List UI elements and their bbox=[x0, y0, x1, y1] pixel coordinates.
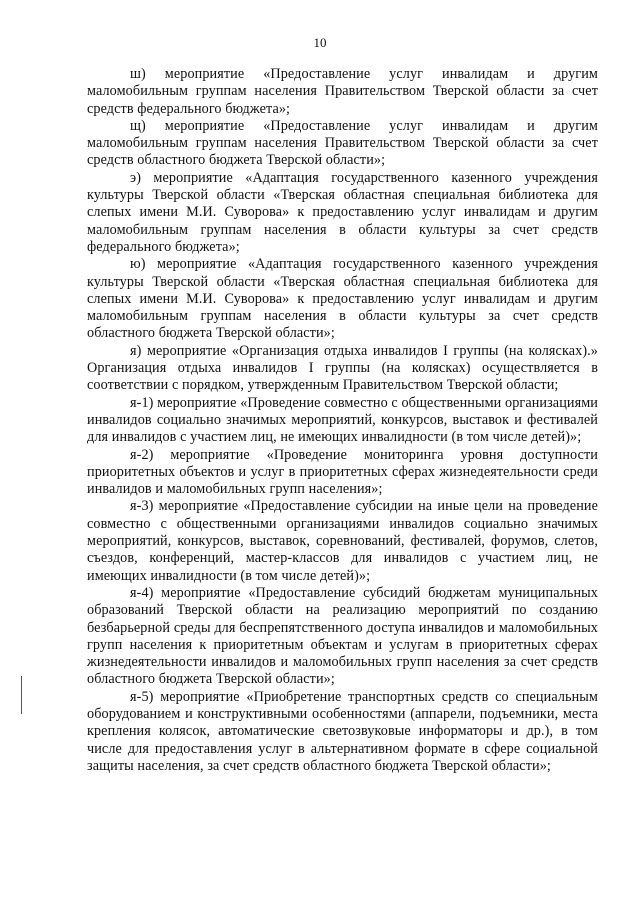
paragraph-e: э) мероприятие «Адаптация государственного казенного учреждения культуры Тверской области «Тверская областная специальная библиотека для слепых имени М.И. Суворова» к предоставлению услуг инвалидам и другим маломобильным группам населения в области культуры за счет средств федерального бюджета»; bbox=[87, 169, 598, 255]
paragraph-ya-1: я-1) мероприятие «Проведение совместно с общественными организациями инвалидов социально значимых мероприятий, конкурсов, выставок и фестивалей для инвалидов с участием лиц, не имеющих инвалидности (в том числе детей)»; bbox=[87, 394, 598, 446]
paragraph-ya-5: я-5) мероприятие «Приобретение транспортных средств со специальным оборудованием и конструктивными особенностями (аппарели, подъемники, места крепления колясок, автоматические светозвуковые информаторы и др.), в том числе для предоставления услуг в альтернативном формате в сфере социальной защиты населения, за счет средств областного бюджета Тверской области»; bbox=[87, 688, 598, 774]
paragraph-ya: я) мероприятие «Организация отдыха инвалидов I группы (на колясках).» Организация отдыха инвалидов I группы (на колясках) осуществляется в соответствии с порядком, утвержденным Правительством Тверской области; bbox=[87, 342, 598, 394]
paragraph-ya-3: я-3) мероприятие «Предоставление субсидии на иные цели на проведение совместно с общественными организациями инвалидов социально значимых мероприятий, конкурсов, выставок, соревнований, фестивалей, форумов, слетов, съездов, конференций, мастер-классов для инвалидов с участием лиц, не имеющих инвалидности (в том числе детей)»; bbox=[87, 498, 598, 584]
paragraph-ya-4: я-4) мероприятие «Предоставление субсидий бюджетам муниципальных образований Тверской области на реализацию мероприятий по созданию безбарьерной среды для беспрепятственного доступа инвалидов и маломобильных групп населения к приоритетным объектам и услугам в приоритетных сферах жизнедеятельности инвалидов и маломобильных групп населения за счет средств областного бюджета Тверской области»; bbox=[87, 584, 598, 688]
paragraph-shch: щ) мероприятие «Предоставление услуг инвалидам и другим маломобильным группам населения Правительством Тверской области за счет средств областного бюджета Тверской области»; bbox=[87, 117, 598, 169]
page-number: 10 bbox=[313, 35, 327, 50]
paragraph-yu: ю) мероприятие «Адаптация государственного казенного учреждения культуры Тверской области «Тверская областная специальная библиотека для слепых имени М.И. Суворова» к предоставлению услуг инвалидам и другим маломобильным группам населения в области культуры за счет средств областного бюджета Тверской области»; bbox=[87, 256, 598, 342]
paragraph-ya-2: я-2) мероприятие «Проведение мониторинга уровня доступности приоритетных объектов и услуг в приоритетных сферах жизнедеятельности среди инвалидов и маломобильных групп населения»; bbox=[87, 446, 598, 498]
paragraph-sh: ш) мероприятие «Предоставление услуг инвалидам и другим маломобильным группам населения Правительством Тверской области за счет средств федерального бюджета»; bbox=[87, 66, 598, 117]
scan-margin-mark bbox=[21, 676, 22, 714]
document-body bbox=[87, 66, 598, 775]
